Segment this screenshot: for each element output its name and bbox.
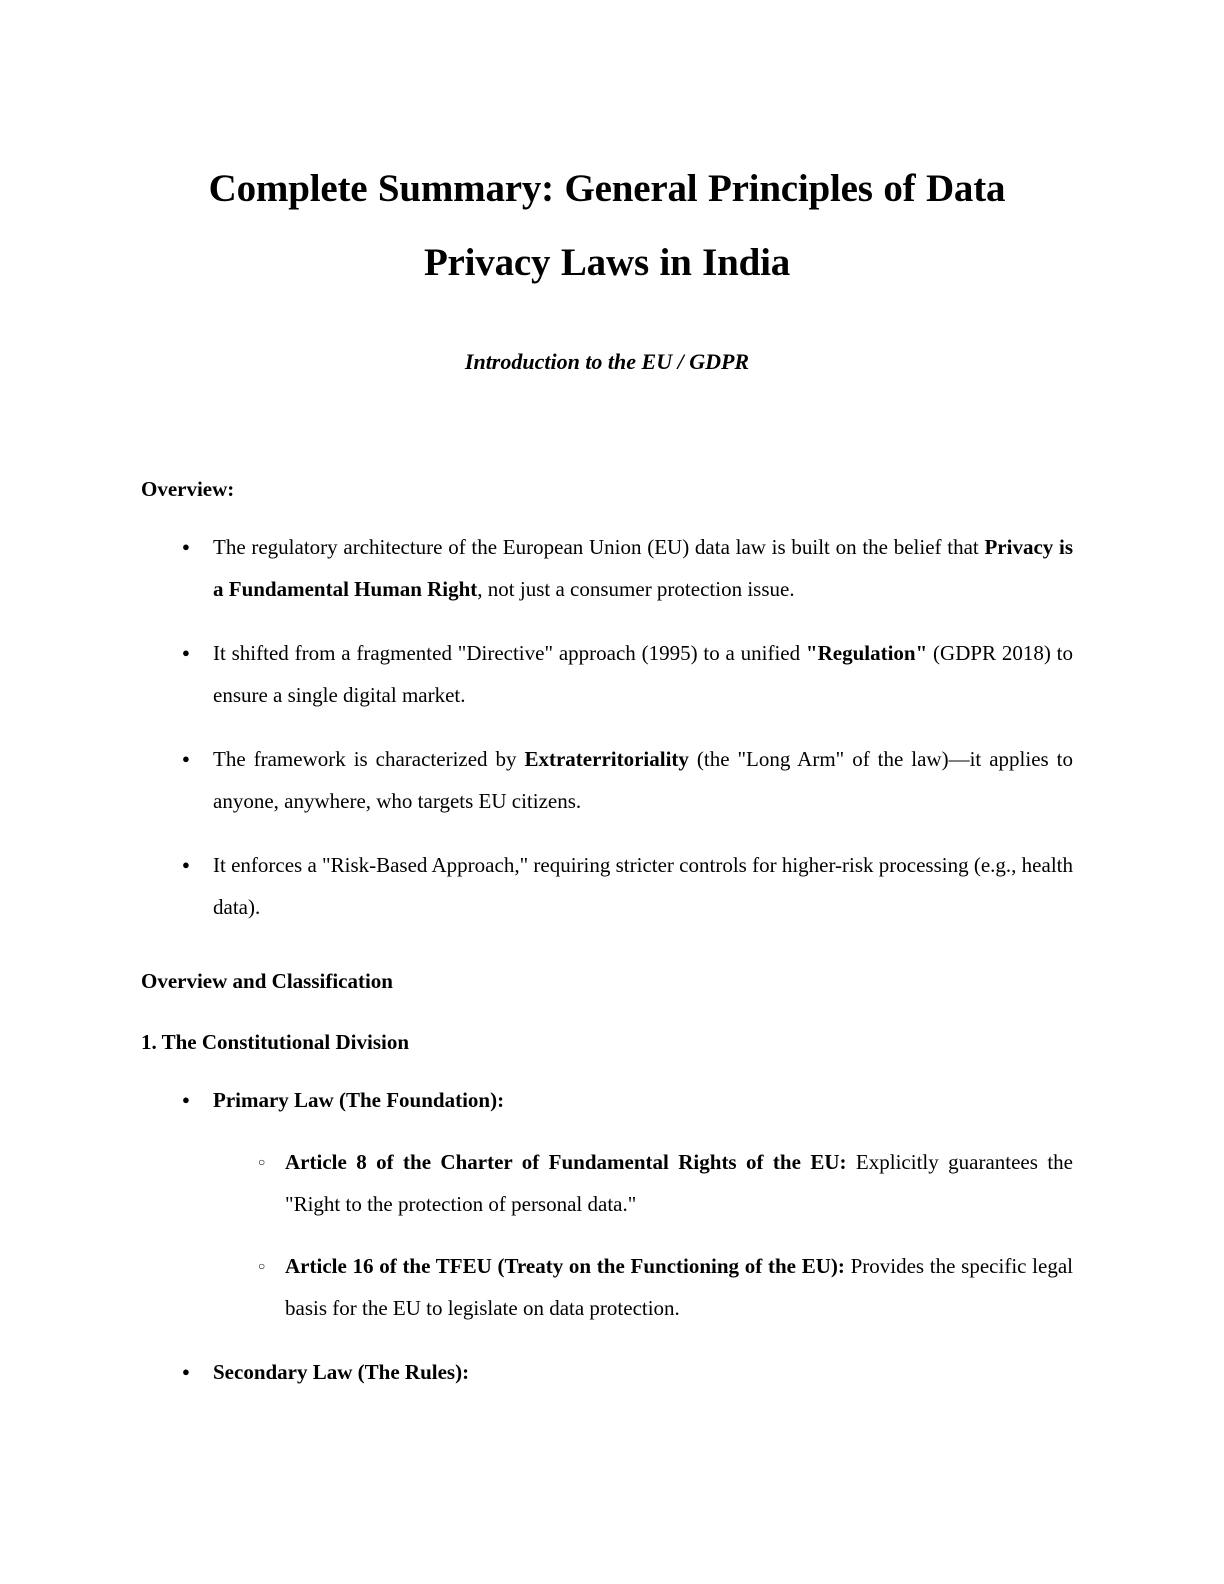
- document-title: Complete Summary: General Principles of Data Privacy Laws in India: [208, 167, 1006, 284]
- heading-overview-and-classification: Overview and Classification: [141, 969, 393, 993]
- bullet-text-part2: , not just a consumer protection issue.: [477, 577, 795, 601]
- list-item: [141, 844, 1073, 928]
- document-content: [141, 0, 1073, 1393]
- bullet-text-emphasis: "Regulation": [805, 641, 928, 665]
- secondary-law-bullet-list: [141, 1351, 1073, 1393]
- sub-item-term: Article 16 of the TFEU (Treaty on the Functioning of the EU):: [285, 1254, 845, 1278]
- list-item-secondary-law: [141, 1351, 1073, 1393]
- list-item: [141, 632, 1073, 716]
- primary-law-sublist: [213, 1141, 1073, 1329]
- constitutional-bullet-list: [141, 1079, 1073, 1121]
- sub-item-description: Explicitly guarantees the "Right to the protection of personal data.": [285, 1150, 1073, 1216]
- heading-constitutional-division: 1. The Constitutional Division: [141, 1030, 410, 1054]
- primary-law-label: Primary Law (The Foundation):: [213, 1088, 505, 1112]
- list-item: [213, 1141, 1073, 1225]
- bullet-text-part1: It shifted from a fragmented "Directive" approach (1995) to a unified: [213, 641, 806, 665]
- document-subtitle: Introduction to the EU / GDPR: [464, 349, 750, 374]
- bullet-text-emphasis: Privacy is a Fundamental Human Right: [213, 535, 1074, 601]
- overview-bullet-list: [141, 526, 1073, 928]
- bullet-text-part1: The framework is characterized by: [213, 747, 525, 771]
- heading-overview: Overview:: [141, 477, 235, 501]
- list-item-primary-law: [141, 1079, 1073, 1121]
- list-item: [141, 526, 1073, 610]
- bullet-text-part2: (GDPR 2018) to ensure a single digital market.: [213, 641, 1073, 707]
- list-item: [213, 1245, 1073, 1329]
- sub-item-term: Article 8 of the Charter of Fundamental Rights of the EU:: [285, 1150, 847, 1174]
- bullet-text-emphasis: Extraterritoriality: [524, 747, 689, 771]
- bullet-text-part2: (the "Long Arm" of the law)—it applies to anyone, anywhere, who targets EU citizens.: [213, 747, 1073, 813]
- bullet-text-part1: The regulatory architecture of the European Union (EU) data law is built on the belief that: [213, 535, 985, 559]
- secondary-law-label: Secondary Law (The Rules):: [213, 1360, 470, 1384]
- sub-item-description: Provides the specific legal basis for the EU to legislate on data protection.: [285, 1254, 1073, 1320]
- primary-law-subgroup: [141, 1141, 1073, 1329]
- list-item: [141, 738, 1073, 822]
- bullet-text-part1: It enforces a "Risk-Based Approach," requiring stricter controls for higher-risk processing (e.g., health data).: [213, 853, 1073, 919]
